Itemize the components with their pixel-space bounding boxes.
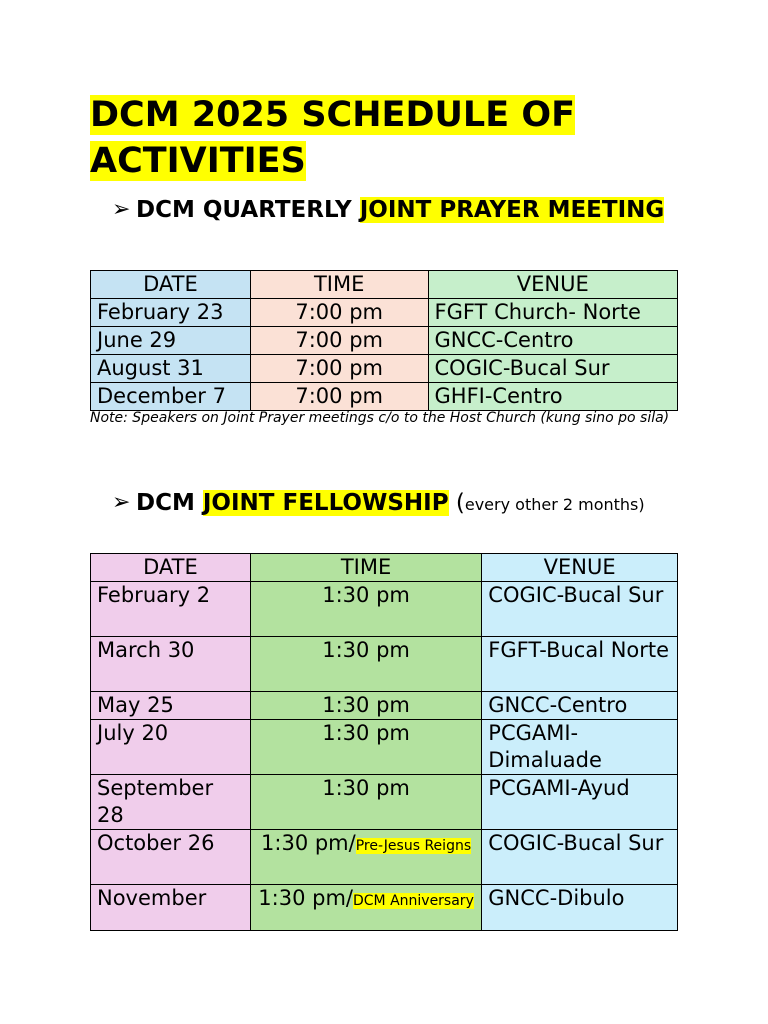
time-note: DCM Anniversary <box>352 893 474 909</box>
table-row <box>91 830 678 885</box>
time-cell <box>250 637 481 692</box>
title-line-2: ACTIVITIES <box>90 141 306 181</box>
header-time: TIME <box>250 271 428 299</box>
time-cell <box>250 885 481 931</box>
prayer-meeting-table <box>90 270 678 411</box>
date-cell: November <box>91 885 251 931</box>
time-cell <box>250 830 481 885</box>
time-cell: 7:00 pm <box>250 327 428 355</box>
arrow-bullet-icon: ➢ <box>112 490 131 515</box>
fellowship-frequency: every other 2 months) <box>464 495 645 514</box>
fellowship-paren: ( <box>448 490 465 516</box>
time-value: 1:30 pm <box>322 721 410 745</box>
arrow-bullet-icon: ➢ <box>112 197 131 222</box>
header-date: DATE <box>91 271 251 299</box>
table-row <box>91 720 678 775</box>
time-cell <box>250 582 481 637</box>
date-cell: February 2 <box>91 582 251 637</box>
date-cell: July 20 <box>91 720 251 775</box>
time-value: 1:30 pm <box>322 583 410 607</box>
header-venue: VENUE <box>428 271 678 299</box>
date-cell: June 29 <box>91 327 251 355</box>
venue-cell: PCGAMI-Dimaluade <box>482 720 678 775</box>
table-row <box>91 355 678 383</box>
table-row <box>91 692 678 720</box>
date-cell: August 31 <box>91 355 251 383</box>
table-row <box>91 582 678 637</box>
time-cell: 7:00 pm <box>250 383 428 411</box>
venue-cell: COGIC-Bucal Sur <box>428 355 678 383</box>
time-cell <box>250 775 481 830</box>
time-value: 1:30 pm <box>322 693 410 717</box>
table-row <box>91 299 678 327</box>
time-cell: 7:00 pm <box>250 355 428 383</box>
fellowship-table <box>90 553 678 931</box>
title-line-1: DCM 2025 SCHEDULE OF <box>90 95 575 135</box>
date-cell: March 30 <box>91 637 251 692</box>
date-cell: October 26 <box>91 830 251 885</box>
table-row <box>91 383 678 411</box>
fellowship-heading-prefix: DCM <box>136 490 203 516</box>
time-note: Pre-Jesus Reigns <box>355 838 472 854</box>
table-header-row <box>91 271 678 299</box>
fellowship-heading-highlight: JOINT FELLOWSHIP <box>202 490 449 516</box>
time-value: 1:30 pm/ <box>261 831 356 855</box>
table-header-row <box>91 554 678 582</box>
page-title <box>90 92 690 184</box>
venue-cell: COGIC-Bucal Sur <box>482 582 678 637</box>
date-cell: February 23 <box>91 299 251 327</box>
venue-cell: GHFI-Centro <box>428 383 678 411</box>
venue-cell: GNCC-Centro <box>428 327 678 355</box>
table-row <box>91 885 678 931</box>
prayer-meeting-heading <box>112 194 672 226</box>
time-value: 1:30 pm <box>322 776 410 800</box>
fellowship-heading <box>112 487 672 521</box>
venue-cell: FGFT Church- Norte <box>428 299 678 327</box>
venue-cell: GNCC-Centro <box>482 692 678 720</box>
time-cell <box>250 692 481 720</box>
venue-cell: GNCC-Dibulo <box>482 885 678 931</box>
date-cell: September 28 <box>91 775 251 830</box>
date-cell: May 25 <box>91 692 251 720</box>
time-value: 1:30 pm <box>322 638 410 662</box>
table-row <box>91 775 678 830</box>
header-date: DATE <box>91 554 251 582</box>
prayer-heading-highlight: JOINT PRAYER MEETING <box>359 197 665 223</box>
header-time: TIME <box>250 554 481 582</box>
time-cell <box>250 720 481 775</box>
time-value: 1:30 pm/ <box>258 886 353 910</box>
speakers-note: Note: Speakers on Joint Prayer meetings c/o to the Host Church (kung sino po sila) <box>90 410 670 426</box>
venue-cell: COGIC-Bucal Sur <box>482 830 678 885</box>
prayer-heading-prefix: DCM QUARTERLY <box>136 197 360 223</box>
venue-cell: FGFT-Bucal Norte <box>482 637 678 692</box>
table-row <box>91 637 678 692</box>
time-cell: 7:00 pm <box>250 299 428 327</box>
venue-cell: PCGAMI-Ayud <box>482 775 678 830</box>
header-venue: VENUE <box>482 554 678 582</box>
table-row <box>91 327 678 355</box>
date-cell: December 7 <box>91 383 251 411</box>
